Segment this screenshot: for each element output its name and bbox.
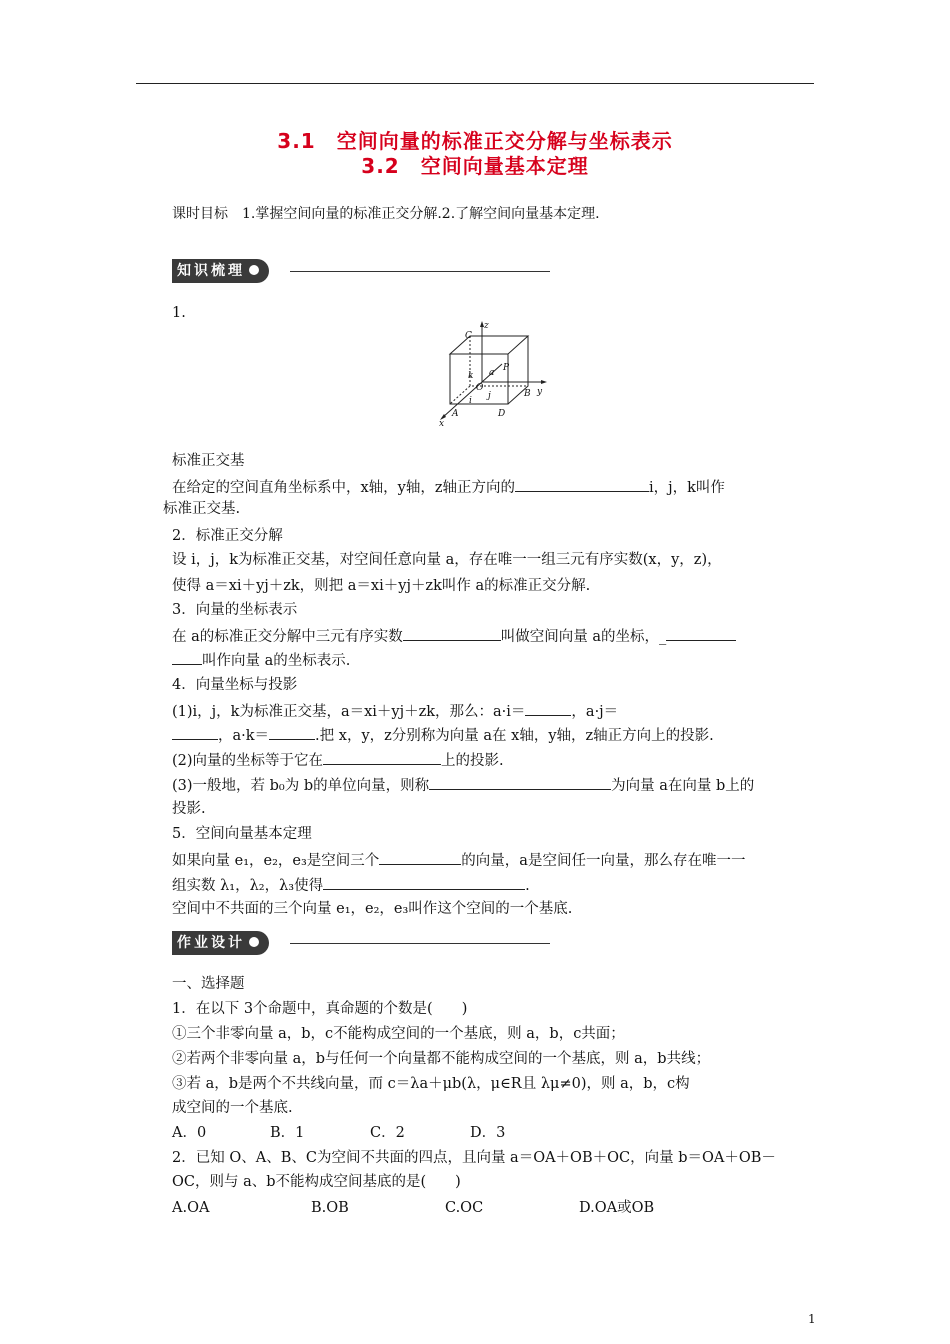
q1-options [172, 1124, 505, 1142]
q2-stem-a: 2．已知 O、A、B、C为空间不共面的四点，且向量 a＝OA＋OB＋OC，向量 b＝OA＋OB－ [172, 1150, 776, 1166]
fig-label-A: A [452, 409, 459, 419]
q1-stem: 1．在以下 3个命题中，真命题的个数是( ) [172, 1001, 468, 1017]
bullet-icon [249, 265, 259, 275]
q1-option-a: A．0 [172, 1125, 207, 1141]
title-line-2: 3.2 空间向量基本定理 [361, 154, 589, 178]
item4-line-1: (1)i，j，k为标准正交基，a＝xi＋yj＋zk，那么：a·i＝ ，a·j＝ [172, 701, 618, 721]
fig-label-C: C [465, 331, 472, 341]
item3-line-1: 在 a的标准正交分解中三元有序实数 叫做空间向量 a的坐标，_ [172, 626, 736, 646]
item5-line-2: 组实数 λ₁，λ₂，λ₃使得 . [172, 875, 530, 895]
title-line-1: 3.1 空间向量的标准正交分解与坐标表示 [277, 129, 673, 153]
item1-number: 1. [172, 305, 186, 321]
q2-options [172, 1199, 654, 1217]
section-knowledge [172, 259, 269, 283]
item2-line-2: 使得 a＝xi＋yj＋zk，则把 a＝xi＋yj＋zk叫作 a的标准正交分解. [172, 578, 591, 594]
q1-statement-2: ②若两个非零向量 a，b与任何一个向量都不能构成空间的一个基底，则 a，b共线； [172, 1051, 711, 1067]
item5-line-1: 如果向量 e₁，e₂，e₃是空间三个 的向量，a是空间任一向量，那么存在唯一一 [172, 850, 745, 870]
fig-label-z: z [484, 321, 489, 331]
fig-label-k: k [468, 371, 474, 381]
item4-line-2: ，a·k＝ .把 x，y，z分别称为向量 a在 x轴，y轴，z轴正方向上的投影. [172, 725, 714, 745]
bullet-icon [249, 937, 259, 947]
q2-option-a: A.OA [172, 1200, 210, 1216]
item3-heading: 3．向量的坐标表示 [172, 602, 298, 618]
fig-label-x: x [439, 419, 445, 428]
item4-line-3: (2)向量的坐标等于它在 上的投影. [172, 750, 504, 770]
fig-label-P: P [503, 363, 510, 373]
q1-statement-1: ①三个非零向量 a，b，c不能构成空间的一个基底，则 a，b，c共面； [172, 1026, 625, 1042]
fig-label-B: B [524, 389, 531, 399]
fig-label-D: D [498, 409, 506, 419]
section-homework [172, 931, 269, 955]
q2-option-b: B.OB [311, 1200, 349, 1216]
fig-label-O: O [476, 383, 484, 393]
section-homework-label: 作业设计 [177, 935, 245, 951]
page-number: 1 [808, 1312, 816, 1326]
basis-heading: 标准正交基 [172, 453, 245, 469]
item5-heading: 5．空间向量基本定理 [172, 826, 312, 842]
part1-heading: 一、选择题 [172, 976, 245, 992]
q1-option-c: C．2 [370, 1125, 405, 1141]
item2-line-1: 设 i，j，k为标准正交基，对空间任意向量 a，存在唯一一组三元有序实数(x，y，z)， [172, 552, 722, 568]
item5-line-3: 空间中不共面的三个向量 e₁，e₂，e₃叫作这个空间的一个基底. [172, 901, 573, 917]
q1-statement-3b: 成空间的一个基底. [172, 1100, 293, 1116]
q1-option-b: B．1 [270, 1125, 305, 1141]
lesson-goal: 课时目标 1.掌握空间向量的标准正交分解.2.了解空间向量基本定理. [172, 206, 600, 222]
item3-line-2: 叫作向量 a的坐标表示. [172, 650, 350, 670]
cube-front-face [450, 354, 508, 404]
fig-label-j: j [488, 391, 491, 401]
q1-statement-3a: ③若 a，b是两个不共线向量，而 c＝λa＋μb(λ，μ∈R且 λμ≠0)，则 a，b，c构 [172, 1076, 690, 1092]
q2-option-d: D.OA或OB [579, 1200, 655, 1216]
header-rule [136, 83, 814, 84]
q2-option-c: C.OC [445, 1200, 484, 1216]
item2-heading: 2．标准正交分解 [172, 528, 283, 544]
q2-stem-b: OC，则与 a、b不能构成空间基底的是( ) [172, 1174, 461, 1190]
item4-line-5: 投影. [172, 801, 206, 817]
fig-label-y: y [537, 387, 543, 397]
section-knowledge-label: 知识梳理 [177, 263, 245, 279]
cube-top-face [450, 336, 528, 354]
item4-heading: 4．向量坐标与投影 [172, 677, 298, 693]
fig-label-i: i [469, 396, 472, 406]
fig-label-a: a [489, 368, 495, 378]
cube-figure [436, 318, 556, 428]
item4-line-4: (3)一般地，若 b₀为 b的单位向量，则称 为向量 a在向量 b上的 [172, 775, 754, 795]
q1-option-d: D．3 [470, 1125, 506, 1141]
basis-line-2: 标准正交基. [163, 501, 241, 517]
basis-line-1: 在给定的空间直角坐标系中，x轴，y轴，z轴正方向的 i，j，k叫作 [172, 477, 725, 497]
